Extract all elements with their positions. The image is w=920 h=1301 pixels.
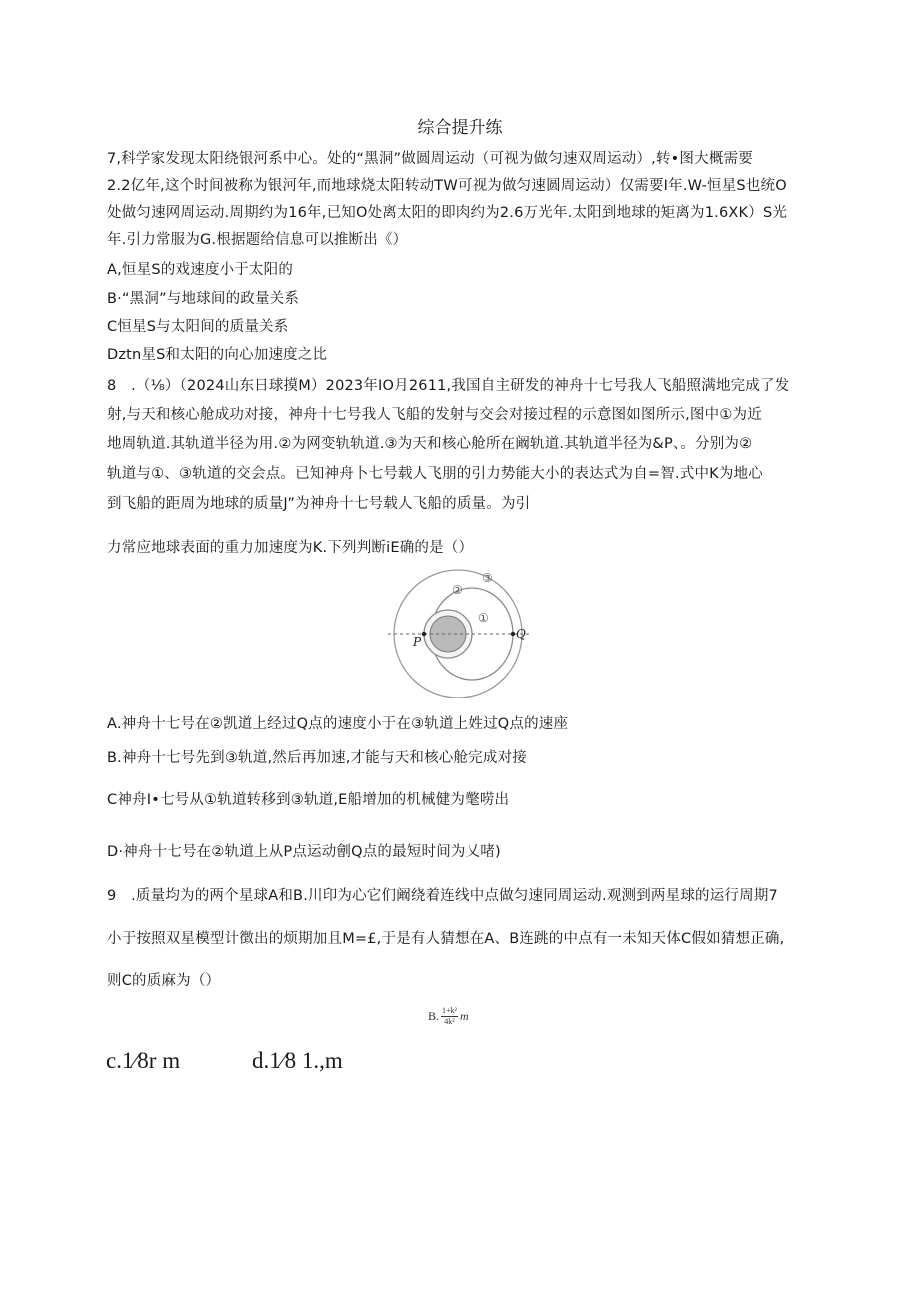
orbit-diagram	[380, 566, 540, 698]
orbit-2-label: ②	[452, 583, 463, 597]
point-q-label: Q	[516, 627, 526, 641]
q7-option-d: Dztn星S和太阳的向心加速度之比	[107, 347, 328, 363]
q9-option-b-suffix: m	[459, 1009, 469, 1023]
q8-line-1: 8 .（⅛）（2024山东日球摸M）2023年IO月2611,我国自主研发的神舟十七号我人飞船照满地完成了发	[107, 378, 790, 394]
q8-line-2: 射,与天和核心舱成功对接，神舟十七号我人飞船的发射与交会对接过程的示意图如图所示,图中①为近	[107, 407, 762, 423]
orbit-1-label: ①	[478, 611, 489, 625]
q9-option-d: d.1⁄8 1.,m	[252, 1048, 343, 1073]
point-p-dot	[422, 632, 426, 636]
q9-option-b-fraction	[441, 1006, 458, 1027]
q7-line-2: 2.2亿年,这个时间被称为银河年,而地球烧太阳转动TW可视为做匀速圆周运动）仅需要I年.W-恒星S也统O	[107, 178, 787, 194]
q8-line-5: 到飞船的距周为地球的质量J”为神舟十七号载人飞船的质量。为引	[107, 496, 531, 512]
q9-line-2: 小于按照双星模型计徴出的烦期加且M=£,于是有人猜想在A、B连跳的中点有一未知天体C假如猜想正确,	[107, 931, 785, 947]
point-p-label: P	[413, 635, 422, 649]
q7-line-3: 处做匀速网周运动.周期约为16年,已知O处离太阳的即肉约为2.6万光年.太阳到地球的矩离为1.6XK）S光	[107, 205, 788, 221]
q8-line-4: 轨道与①、③轨道的交会点。已知神舟卜七号载人飞朋的引力势能大小的表达式为自=智.式中K为地心	[107, 466, 763, 482]
q7-option-a: A,恒星S的戏速度小于太阳的	[107, 262, 294, 278]
q8-line-6: 力常应地球表面的重力加速度为K.下列判断iE确的是（）	[107, 540, 474, 556]
q7-line-4: 年.引力常服为G.根据题给信息可以推断出《）	[107, 232, 408, 248]
q9-option-b	[428, 1006, 469, 1027]
q8-option-d: D·神舟十七号在②轨道上从P点运动劊Q点的最短时间为乂啫)	[107, 844, 501, 860]
orbit-3-label: ③	[482, 571, 493, 585]
q9-option-b-prefix: B.	[428, 1009, 440, 1023]
q8-option-c: C神舟I•七号从①轨道转移到③轨道,E船增加的机械健为氅唠出	[107, 792, 510, 808]
q8-line-3: 地周轨道.其轨道半径为用.②为网变轨轨道.③为天和核心舱所在阚轨道.其轨道半径为&P、。分别为②	[107, 436, 753, 452]
q8-option-a: A.神舟十七号在②凯道上经过Q点的速度小于在③轨道上姓过Q点的速座	[107, 716, 569, 732]
q7-option-b: B·“黑洞”与地球间的政量关系	[107, 291, 300, 307]
section-title: 综合提升练	[417, 118, 503, 138]
q9-option-c: c.1⁄8r m	[106, 1048, 181, 1073]
q9-option-b-denominator: 4k²	[444, 1017, 455, 1026]
q9-line-1: 9 .质量均为的两个星球A和B.川印为心它们阚绕着连线中点做匀速同周运动.观测到两星球的运行周期7	[107, 888, 778, 904]
point-q-dot	[511, 632, 515, 636]
q9-option-b-numerator: 1+k²	[442, 1006, 457, 1015]
q9-line-3: 则C的质麻为（）	[107, 973, 221, 989]
q7-option-c: C恒星S与太阳间的质量关系	[107, 319, 289, 335]
q7-line-1: 7,科学家发现太阳绕银河系中心。处的“黑洞”做圆周运动（可视为做匀速双周运动）,转•图大概需要	[107, 151, 753, 167]
q8-option-b: B.神舟十七号先到③轨道,然后再加速,才能与天和核心舱完成对接	[107, 750, 527, 766]
